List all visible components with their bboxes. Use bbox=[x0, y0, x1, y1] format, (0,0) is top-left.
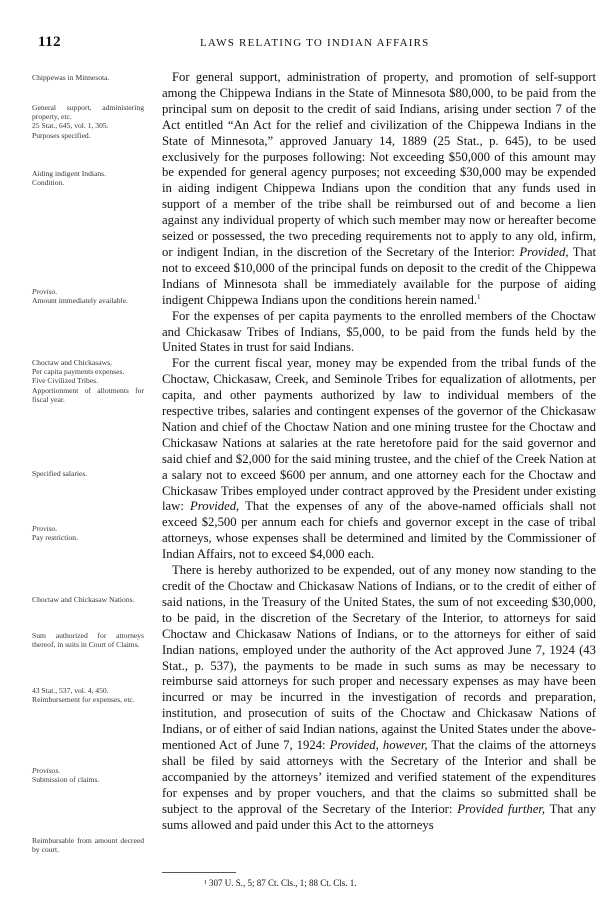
running-head: LAWS RELATING TO INDIAN AFFAIRS bbox=[200, 37, 430, 49]
margin-note-stat bbox=[32, 686, 144, 704]
margin-note: Pay restriction. bbox=[32, 533, 78, 543]
margin-note-general-support bbox=[32, 103, 144, 140]
margin-note: Choctaw and Chickasaws. bbox=[32, 358, 112, 367]
margin-note: 25 Stat., 645, vol. 1, 305. bbox=[32, 121, 109, 131]
paragraph-text: That any sums allowed and paid under this Act to the attorneys bbox=[162, 801, 596, 832]
margin-note-choctaw bbox=[32, 358, 144, 404]
margin-note-attorneys bbox=[32, 631, 144, 649]
margin-note-aiding bbox=[32, 169, 144, 187]
margin-note-provisos bbox=[32, 766, 144, 784]
page-number: 112 bbox=[38, 34, 62, 50]
paragraph-text: There is hereby authorized to be expended, out of any money now standing to the credit of the Choctaw and Chickasaw Nations of Indians, or to the credit of either of said nations, in the Treasury of the United States, the sum of not exceeding $30,000, to be paid, in the discretion of the Secretary of the Interior, to attorneys for said Choctaw and Chickasaw Nations of Indians, or to the attorneys for either of said Indian nations, employed under the authority of the Act approved June 7, 1924 (43 Stat., p. 537), the payments to be made in such sums as may be necessary to reimburse said attorneys for such proper and necessary expenses as may have been incurred or may be incurred in the investigation of records and preparation, institution, and prosecution of suits of the Choctaw and Chickasaw Nations of Indians, or of either of said Indian nations, against the United States under the above-mentioned Act of June 7, 1924: bbox=[162, 563, 596, 753]
paragraph-text: For the expenses of per capita payments to the enrolled members of the Choctaw and Chickasaw Tribes of Indians, $5,000, to be paid from the funds held by the United States in trust for said Indians. bbox=[162, 308, 596, 355]
margin-note: Reimbursable from amount decreed by court. bbox=[32, 836, 144, 855]
paragraph-text: For the current fiscal year, money may be expended from the tribal funds of the Choctaw, Chickasaw, Creek, and Seminole Tribes for equalization of allotments, per capita, and other payments authorized by law to individual members of the respective tribes, salaries and contingent expenses of the governor of the Chickasaw Nation and chief of the Choctaw Nation and one mining trustee for the Choctaw and Chickasaw Nations at salaries at the rate heretofore paid for the said governor and said chief and $2,000 for the said mining trustee, and the chief of the Creek Nation at a salary not to exceed $600 per annum, and one attorney each for the Choctaw and Chickasaw Tribes employed under contract approved by the President under existing law: bbox=[162, 356, 596, 514]
footnote-divider bbox=[162, 872, 236, 873]
footnote: ¹ 307 U. S., 5; 87 Ct. Cls., 1; 88 Ct. Cls. 1. bbox=[204, 878, 357, 888]
paragraph-text: For general support, administration of property, and promotion of self-support among the Chippewa Indians in the State of Minnesota $80,000, to be paid from the principal sum on deposit to the credit of said Indians, arising under section 7 of the Act entitled “An Act for the relief and civilization of the Chippewa Indians in the State of Minnesota,” approved January 14, 1889 (25 Stat., p. 645), to be used exclusively for the purposes following: Not exceeding $50,000 of this amount may be expended for general agency purposes; not exceeding $30,000 may be expended in aiding indigent Chippewa Indians upon the condition that any funds used in support of a member of the tribe shall be reimbursed out of and become a lien against any individual property of which such member may now or hereafter become seized or possessed, the two preceding requirements not to apply to any old, infirm, or indigent Indian, in the discretion of the Secretary of the Interior: bbox=[162, 70, 596, 259]
margin-note: Choctaw and Chickasaw Nations. bbox=[32, 595, 135, 604]
margin-note: Apportionment of allotments for fiscal year. bbox=[32, 385, 144, 404]
margin-note: Five Civilized Tribes. bbox=[32, 376, 99, 386]
footnote-marker: 1 bbox=[477, 292, 481, 301]
margin-note: Proviso. bbox=[32, 524, 58, 533]
margin-note: Proviso. bbox=[32, 287, 58, 296]
margin-note: Aiding indigent Indians. bbox=[32, 169, 107, 178]
margin-note: Amount immediately available. bbox=[32, 296, 128, 306]
margin-note: Specified salaries. bbox=[32, 469, 88, 478]
paragraph-text: That not to exceed $10,000 of the principal funds on deposit to the credit of the Chippewa Indians of Minnesota shall be immediately available for the purpose of aiding indigent Chippewa Indians upon the conditions herein named. bbox=[162, 244, 596, 307]
paragraph-chippewa bbox=[162, 70, 596, 309]
paragraph-fiscal-year bbox=[162, 356, 596, 563]
paragraph-attorneys bbox=[162, 563, 596, 833]
margin-note: Sum authorized for attorneys thereof, in suits in Court of Claims. bbox=[32, 631, 144, 650]
paragraph-per-capita bbox=[162, 309, 596, 357]
margin-note: Per capita payments expenses. bbox=[32, 367, 125, 377]
proviso-term: Provided further, bbox=[457, 801, 546, 816]
margin-note: Purposes specified. bbox=[32, 130, 91, 140]
margin-note: Provisos. bbox=[32, 766, 61, 775]
margin-note: Submission of claims. bbox=[32, 775, 100, 785]
margin-note: 43 Stat., 537, vol. 4, 450. bbox=[32, 686, 109, 695]
proviso-term: Provided, bbox=[190, 499, 240, 514]
body-text bbox=[162, 70, 596, 834]
margin-note: Reimbursement for expenses, etc. bbox=[32, 695, 135, 705]
paragraph-text: That the claims of the attorneys shall be filed by said attorneys with the Secretary of the Interior and shall be accompanied by the attorneys’ itemized and verified statement of the expenditures for expenses and by proper vouchers, and that the claims so submitted shall be subject to the approval of the Secretary of the Interior: bbox=[162, 738, 597, 816]
proviso-term: Provided, bbox=[519, 244, 569, 259]
proviso-term: Provided, however, bbox=[329, 738, 428, 753]
margin-note-nations bbox=[32, 595, 144, 604]
margin-note-proviso-1 bbox=[32, 287, 144, 305]
margin-note: General support, administering property, etc. bbox=[32, 103, 144, 122]
paragraph-text: That the expenses of any of the above-named officials shall not exceed $2,500 per annum each for chiefs and governor except in the case of tribal attorneys, whose expenses shall be determined and limited by the Commissioner of Indian Affairs, not to exceed $4,000 each. bbox=[162, 499, 596, 562]
margin-note-salaries bbox=[32, 469, 144, 478]
margin-note-proviso-2 bbox=[32, 524, 144, 542]
margin-note: Chippewas in Minnesota. bbox=[32, 73, 110, 82]
margin-note-chippewas bbox=[32, 73, 144, 82]
margin-note: Condition. bbox=[32, 178, 65, 188]
margin-note-reimbursable bbox=[32, 836, 144, 854]
